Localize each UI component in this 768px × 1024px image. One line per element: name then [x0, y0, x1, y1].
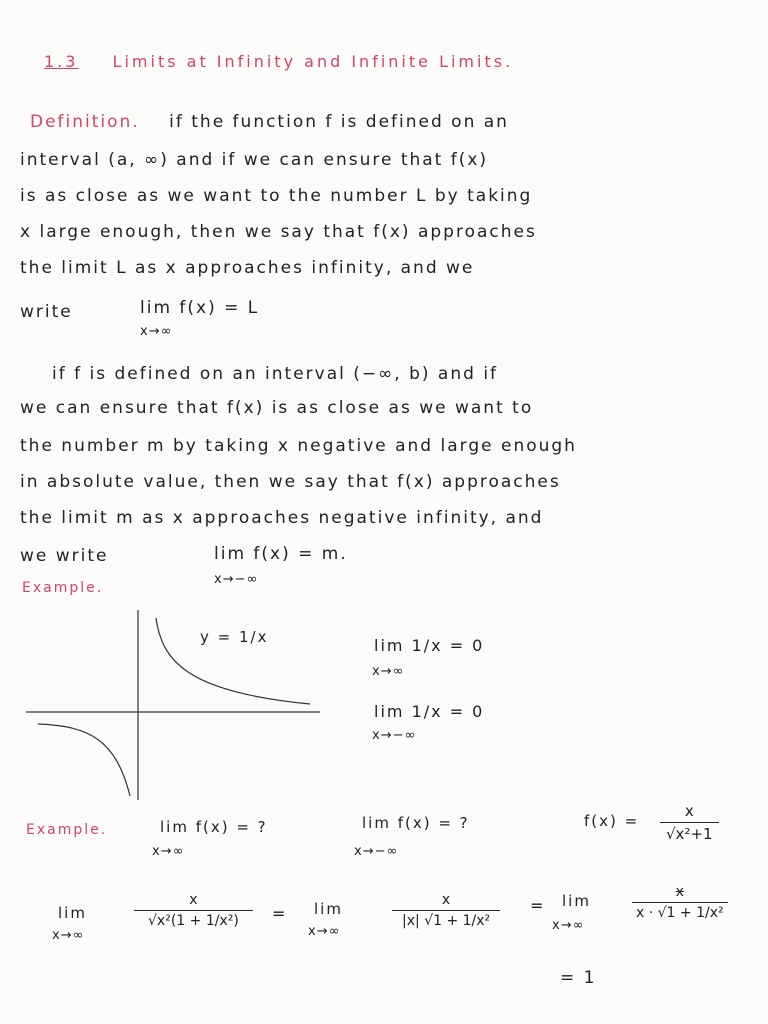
function-denominator: √x²+1 — [660, 822, 719, 843]
section-title: Limits at Infinity and Infinite Limits. — [112, 52, 514, 71]
example1-limit-2: lim 1/x = 0 — [374, 702, 485, 721]
definition2-line-5: the limit m as x approaches negative infinity, and — [20, 508, 544, 528]
definition2-formula-sub: x→−∞ — [214, 572, 259, 587]
definition-label: Definition. — [30, 112, 140, 132]
example2-question-1: lim f(x) = ? — [160, 818, 268, 836]
definition-line-4: x large enough, then we say that f(x) approaches — [20, 222, 537, 242]
graph-label: y = 1/x — [200, 628, 269, 646]
work-lim-3: lim — [562, 892, 591, 910]
work-lim-2-sub: x→∞ — [308, 924, 341, 939]
work-step-2 — [392, 892, 500, 929]
page-title — [44, 52, 513, 71]
equals-1: = — [272, 904, 288, 923]
work-lim-1-sub: x→∞ — [52, 928, 85, 943]
step3-denominator: x · √1 + 1/x² — [632, 902, 728, 921]
example2-question-2-sub: x→−∞ — [354, 844, 399, 859]
definition-line-2: interval (a, ∞) and if we can ensure that f(x) — [20, 150, 489, 170]
final-result: = 1 — [560, 968, 597, 988]
example2-label: Example. — [26, 822, 108, 838]
step1-numerator: x — [189, 892, 198, 908]
definition2-line-4: in absolute value, then we say that f(x) approaches — [20, 472, 561, 492]
step3-numerator: x — [675, 884, 684, 900]
work-step-3 — [632, 884, 728, 921]
definition2-line-2: we can ensure that f(x) is as close as we want to — [20, 398, 534, 418]
function-numerator: x — [684, 802, 694, 820]
step2-numerator: x — [441, 892, 451, 908]
work-step-1 — [134, 892, 253, 929]
definition2-formula: lim f(x) = m. — [214, 544, 348, 564]
step1-denominator: √x²(1 + 1/x²) — [134, 910, 253, 929]
example2-question-2: lim f(x) = ? — [362, 814, 470, 832]
definition-line-1: Definition. if the function f is defined on an — [30, 112, 509, 132]
definition-line-3: is as close as we want to the number L by taking — [20, 186, 533, 206]
example1-label: Example. — [22, 580, 104, 596]
definition-line-5: the limit L as x approaches infinity, and we — [20, 258, 475, 278]
definition2-line-6: we write — [20, 546, 109, 566]
curve-negative-branch — [38, 724, 130, 796]
hyperbola-graph — [20, 600, 330, 800]
definition2-line-1: if f is defined on an interval (−∞, b) and if — [52, 364, 499, 384]
work-lim-2: lim — [314, 900, 343, 918]
work-lim-3-sub: x→∞ — [552, 918, 585, 933]
example1-limit-1-sub: x→∞ — [372, 664, 405, 679]
section-number: 1.3 — [44, 52, 79, 71]
definition-formula-sub: x→∞ — [140, 324, 173, 339]
definition-formula: lim f(x) = L — [140, 298, 260, 318]
example2-question-1-sub: x→∞ — [152, 844, 185, 859]
function-fraction — [660, 802, 719, 843]
definition2-line-3: the number m by taking x negative and large enough — [20, 436, 577, 456]
function-definition: f(x) = — [584, 812, 640, 830]
work-lim-1: lim — [58, 904, 87, 922]
step2-denominator: |x| √1 + 1/x² — [392, 910, 500, 929]
example1-limit-2-sub: x→−∞ — [372, 728, 417, 743]
example1-limit-1: lim 1/x = 0 — [374, 636, 485, 655]
equals-2: = — [530, 896, 546, 915]
definition-line-6: write — [20, 302, 73, 322]
